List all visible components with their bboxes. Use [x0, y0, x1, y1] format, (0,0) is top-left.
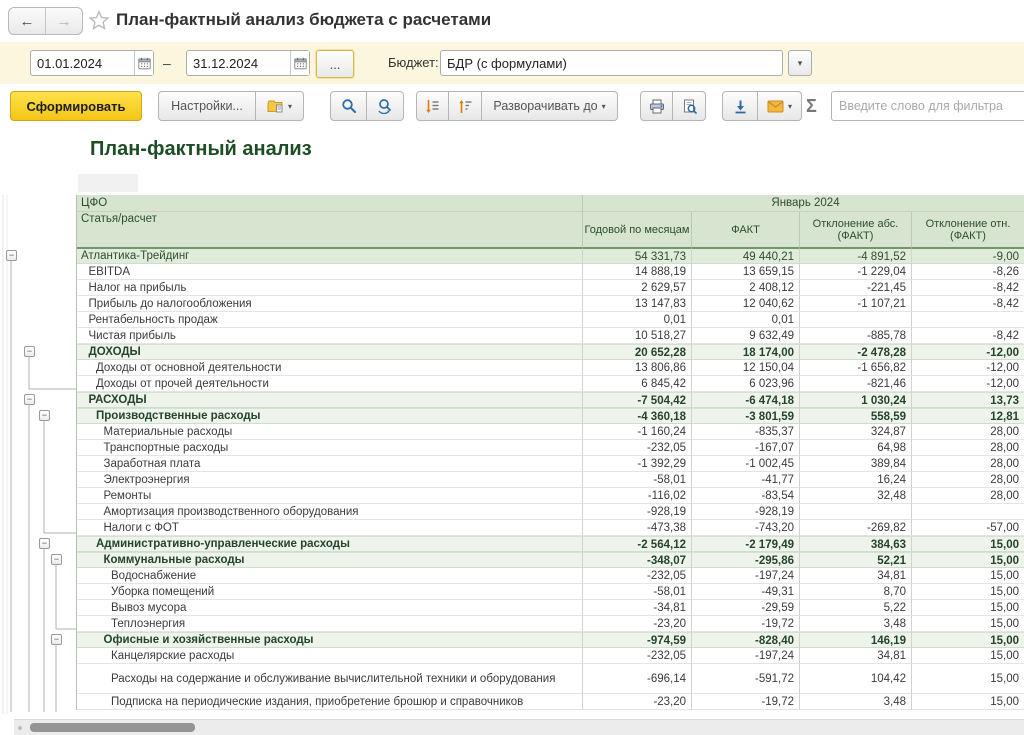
- print-group: [640, 91, 706, 121]
- budget-input[interactable]: [441, 51, 782, 75]
- cell-value[interactable]: -23,20: [583, 616, 692, 632]
- filter-band: [0, 42, 1024, 84]
- table-row: [77, 328, 1024, 344]
- cell-value[interactable]: -12,00: [912, 376, 1024, 392]
- cell-value[interactable]: -8,42: [912, 328, 1024, 344]
- expand-groups-button[interactable]: [449, 91, 482, 121]
- cell-value[interactable]: 389,84: [800, 456, 912, 472]
- cell-value[interactable]: 10 518,27: [583, 328, 692, 344]
- cell-value[interactable]: -197,24: [692, 568, 800, 584]
- cell-value[interactable]: -58,01: [583, 472, 692, 488]
- table-row: [77, 472, 1024, 488]
- cell-value[interactable]: 3,48: [800, 694, 912, 710]
- row-label[interactable]: Транспортные расходы: [77, 440, 583, 456]
- date-from-input[interactable]: [31, 51, 134, 75]
- cell-value[interactable]: -2 179,49: [692, 536, 800, 552]
- cell-value[interactable]: 6 023,96: [692, 376, 800, 392]
- cell-value[interactable]: -116,02: [583, 488, 692, 504]
- cell-value[interactable]: -2 478,28: [800, 344, 912, 360]
- cell-value[interactable]: -49,31: [692, 584, 800, 600]
- cell-value[interactable]: -696,14: [583, 664, 692, 694]
- favorite-star-icon[interactable]: [88, 9, 110, 36]
- envelope-icon: [767, 100, 784, 113]
- settings-group: [158, 91, 304, 121]
- row-label[interactable]: Чистая прибыль: [77, 328, 583, 344]
- header-row-columns: [77, 212, 1024, 248]
- scrollbar-thumb[interactable]: [30, 723, 195, 732]
- cell-value[interactable]: 34,81: [800, 568, 912, 584]
- period-more-button[interactable]: ...: [316, 50, 354, 78]
- cell-value[interactable]: 54 331,73: [583, 248, 692, 264]
- table-row: [77, 694, 1024, 710]
- cell-value[interactable]: -348,07: [583, 552, 692, 568]
- date-range-dash: –: [163, 55, 171, 71]
- collapse-levels-icon: [425, 99, 440, 114]
- row-label[interactable]: Доходы от основной деятельности: [77, 360, 583, 376]
- table-row: [77, 520, 1024, 536]
- table-row: [77, 296, 1024, 312]
- cell-value[interactable]: 5,22: [800, 600, 912, 616]
- search-repeat-icon: [377, 98, 394, 114]
- collapse-group-button[interactable]: −: [24, 394, 35, 405]
- cell-value[interactable]: -591,72: [692, 664, 800, 694]
- forward-button[interactable]: [45, 8, 82, 34]
- row-label[interactable]: Прибыль до налогообложения: [77, 296, 583, 312]
- cell-value[interactable]: -12,00: [912, 344, 1024, 360]
- cell-value[interactable]: -34,81: [583, 600, 692, 616]
- cell-value[interactable]: -2 564,12: [583, 536, 692, 552]
- cell-value[interactable]: -197,24: [692, 648, 800, 664]
- cell-value[interactable]: 13 806,86: [583, 360, 692, 376]
- row-label[interactable]: Налоги с ФОТ: [77, 520, 583, 536]
- cell-value[interactable]: -928,19: [692, 504, 800, 520]
- collapse-group-button[interactable]: −: [51, 554, 62, 565]
- expand-to-button[interactable]: [482, 91, 618, 121]
- cell-value[interactable]: 2 408,12: [692, 280, 800, 296]
- row-label[interactable]: Производственные расходы: [77, 408, 583, 424]
- search-icon: [341, 98, 357, 114]
- generate-button[interactable]: Сформировать: [10, 91, 142, 121]
- cell-value[interactable]: -473,38: [583, 520, 692, 536]
- cell-value[interactable]: 13,73: [912, 392, 1024, 408]
- cell-value[interactable]: 52,21: [800, 552, 912, 568]
- table-row: [77, 552, 1024, 568]
- cell-value[interactable]: 9 632,49: [692, 328, 800, 344]
- collapse-group-button[interactable]: −: [6, 250, 17, 261]
- report-grid: [76, 195, 1024, 710]
- date-to-input[interactable]: [187, 51, 290, 75]
- column-header[interactable]: Годовой по месяцам: [583, 212, 692, 248]
- cell-value[interactable]: -232,05: [583, 440, 692, 456]
- row-label[interactable]: Коммунальные расходы: [77, 552, 583, 568]
- table-row: [77, 248, 1024, 264]
- print-button[interactable]: [640, 91, 673, 121]
- cell-value[interactable]: -7 504,42: [583, 392, 692, 408]
- cell-value[interactable]: -743,20: [692, 520, 800, 536]
- cell-value[interactable]: -1 002,45: [692, 456, 800, 472]
- table-row: [77, 504, 1024, 520]
- horizontal-scrollbar[interactable]: [14, 719, 1024, 735]
- save-file-button[interactable]: [722, 91, 758, 121]
- row-label[interactable]: EBITDA: [77, 264, 583, 280]
- cell-value[interactable]: 28,00: [912, 472, 1024, 488]
- cell-value[interactable]: 15,00: [912, 648, 1024, 664]
- cell-value[interactable]: -974,59: [583, 632, 692, 648]
- cell-value[interactable]: -1 656,82: [800, 360, 912, 376]
- report-title: План-фактный анализ: [90, 138, 312, 160]
- cell-value[interactable]: 558,59: [800, 408, 912, 424]
- send-mail-button[interactable]: [758, 91, 802, 121]
- cell-value[interactable]: -58,01: [583, 584, 692, 600]
- cfo-header-cell[interactable]: ЦФО: [77, 195, 583, 212]
- collapse-group-button[interactable]: −: [24, 346, 35, 357]
- table-row: [77, 344, 1024, 360]
- cell-value[interactable]: -3 801,59: [692, 408, 800, 424]
- cell-value[interactable]: -12,00: [912, 360, 1024, 376]
- expand-levels-icon: [458, 99, 473, 114]
- cell-value[interactable]: -8,42: [912, 296, 1024, 312]
- calendar-icon[interactable]: [290, 51, 309, 75]
- cell-value[interactable]: -885,78: [800, 328, 912, 344]
- cell-value[interactable]: 324,87: [800, 424, 912, 440]
- table-row: [77, 600, 1024, 616]
- table-row: [77, 392, 1024, 408]
- row-label[interactable]: Амортизация производственного оборудования: [77, 504, 583, 520]
- cell-value[interactable]: 18 174,00: [692, 344, 800, 360]
- cell-value[interactable]: -1 392,29: [583, 456, 692, 472]
- forward-arrow-icon: →: [56, 12, 72, 30]
- table-row: [77, 616, 1024, 632]
- cell-value[interactable]: -57,00: [912, 520, 1024, 536]
- cell-value[interactable]: -269,82: [800, 520, 912, 536]
- collapse-group-button[interactable]: −: [39, 410, 50, 421]
- cell-value[interactable]: 146,19: [800, 632, 912, 648]
- item-header-cell[interactable]: Статья/расчет: [77, 212, 583, 248]
- row-label[interactable]: Расходы на содержание и обслуживание вычислительной техники и оборудования: [77, 664, 583, 694]
- cell-value[interactable]: -4 360,18: [583, 408, 692, 424]
- cell-value[interactable]: -928,19: [583, 504, 692, 520]
- table-row: [77, 424, 1024, 440]
- row-label[interactable]: Канцелярские расходы: [77, 648, 583, 664]
- cell-value[interactable]: -19,72: [692, 616, 800, 632]
- table-row: [77, 488, 1024, 504]
- cell-value[interactable]: 15,00: [912, 632, 1024, 648]
- row-label[interactable]: Ремонты: [77, 488, 583, 504]
- table-row: [77, 280, 1024, 296]
- cell-value[interactable]: 15,00: [912, 664, 1024, 694]
- cell-value[interactable]: -8,42: [912, 280, 1024, 296]
- cell-value[interactable]: -221,45: [800, 280, 912, 296]
- sum-sigma-icon[interactable]: Σ: [806, 96, 817, 116]
- cell-value[interactable]: -232,05: [583, 648, 692, 664]
- cell-value[interactable]: 15,00: [912, 694, 1024, 710]
- row-label[interactable]: ДОХОДЫ: [77, 344, 583, 360]
- folder-report-icon: [267, 99, 284, 114]
- cell-value[interactable]: 15,00: [912, 568, 1024, 584]
- cell-value[interactable]: 28,00: [912, 424, 1024, 440]
- chevron-down-icon: ▾: [287, 101, 292, 111]
- scrollbar-dot: [18, 726, 22, 730]
- cell-value[interactable]: 13 659,15: [692, 264, 800, 280]
- table-body: [77, 248, 1024, 710]
- cell-value[interactable]: 0,01: [692, 312, 800, 328]
- cell-value[interactable]: 13 147,83: [583, 296, 692, 312]
- preview-button[interactable]: [673, 91, 706, 121]
- selected-cell[interactable]: [78, 174, 138, 192]
- top-bar: [0, 0, 1024, 42]
- chevron-down-icon: ▾: [797, 57, 803, 68]
- header-row-cfo: [77, 195, 1024, 212]
- search-button[interactable]: [330, 91, 367, 121]
- nav-history-group: [8, 7, 83, 35]
- cell-value[interactable]: -6 474,18: [692, 392, 800, 408]
- report-area: [0, 128, 1024, 735]
- search-group: [330, 91, 404, 121]
- row-label[interactable]: Теплоэнергия: [77, 616, 583, 632]
- cell-value[interactable]: 14 888,19: [583, 264, 692, 280]
- cell-value[interactable]: 34,81: [800, 648, 912, 664]
- row-label[interactable]: Уборка помещений: [77, 584, 583, 600]
- cell-value[interactable]: -1 160,24: [583, 424, 692, 440]
- table-row: [77, 264, 1024, 280]
- row-label[interactable]: Водоснабжение: [77, 568, 583, 584]
- cell-value[interactable]: [800, 312, 912, 328]
- cell-value[interactable]: 28,00: [912, 440, 1024, 456]
- cell-value[interactable]: 15,00: [912, 584, 1024, 600]
- download-icon: [733, 99, 748, 114]
- print-preview-icon: [682, 99, 697, 114]
- cell-value[interactable]: -835,37: [692, 424, 800, 440]
- quick-filter-input[interactable]: [831, 91, 1024, 121]
- cell-value[interactable]: 104,42: [800, 664, 912, 694]
- expand-group: [416, 91, 618, 121]
- cell-value[interactable]: -4 891,52: [800, 248, 912, 264]
- budget-field[interactable]: [440, 50, 783, 76]
- report-variants-button[interactable]: [256, 91, 304, 121]
- cell-value[interactable]: [912, 312, 1024, 328]
- cell-value[interactable]: 28,00: [912, 488, 1024, 504]
- cell-value[interactable]: 15,00: [912, 616, 1024, 632]
- table-row: [77, 584, 1024, 600]
- printer-icon: [649, 99, 665, 114]
- row-label[interactable]: Вывоз мусора: [77, 600, 583, 616]
- budget-dropdown-button[interactable]: [788, 50, 812, 76]
- table-row: [77, 408, 1024, 424]
- cell-value[interactable]: 6 845,42: [583, 376, 692, 392]
- cell-value[interactable]: -1 229,04: [800, 264, 912, 280]
- collapse-group-button[interactable]: −: [39, 538, 50, 549]
- table-row: [77, 360, 1024, 376]
- share-group: [722, 91, 802, 121]
- back-button[interactable]: [9, 8, 45, 34]
- cell-value[interactable]: 49 440,21: [692, 248, 800, 264]
- cell-value[interactable]: 20 652,28: [583, 344, 692, 360]
- row-label[interactable]: Материальные расходы: [77, 424, 583, 440]
- table-row: [77, 648, 1024, 664]
- period-header-cell[interactable]: Январь 2024: [583, 195, 1024, 212]
- table-row: [77, 312, 1024, 328]
- row-label[interactable]: РАСХОДЫ: [77, 392, 583, 408]
- settings-button[interactable]: Настройки...: [158, 91, 256, 121]
- cell-value[interactable]: 384,63: [800, 536, 912, 552]
- cell-value[interactable]: -232,05: [583, 568, 692, 584]
- chevron-down-icon: ▾: [787, 101, 792, 111]
- row-label[interactable]: Заработная плата: [77, 456, 583, 472]
- back-arrow-icon: ←: [19, 12, 35, 30]
- cell-value[interactable]: 12 150,04: [692, 360, 800, 376]
- table-row: [77, 456, 1024, 472]
- cell-value[interactable]: 64,98: [800, 440, 912, 456]
- report-toolbar: [0, 84, 1024, 129]
- budget-label: Бюджет:: [388, 55, 439, 70]
- collapse-groups-button[interactable]: [416, 91, 449, 121]
- cell-value[interactable]: -828,40: [692, 632, 800, 648]
- cell-value[interactable]: 15,00: [912, 536, 1024, 552]
- row-label[interactable]: Доходы от прочей деятельности: [77, 376, 583, 392]
- cell-value[interactable]: [912, 504, 1024, 520]
- cell-value[interactable]: 12 040,62: [692, 296, 800, 312]
- row-label[interactable]: Налог на прибыль: [77, 280, 583, 296]
- column-header[interactable]: Отклонение отн. (ФАКТ): [912, 212, 1024, 248]
- cell-value[interactable]: 3,48: [800, 616, 912, 632]
- cell-value[interactable]: -83,54: [692, 488, 800, 504]
- cell-value[interactable]: -821,46: [800, 376, 912, 392]
- column-header[interactable]: Отклонение абс. (ФАКТ): [800, 212, 912, 248]
- cell-value[interactable]: 15,00: [912, 600, 1024, 616]
- row-label[interactable]: Административно-управленческие расходы: [77, 536, 583, 552]
- date-to-field[interactable]: [186, 50, 310, 76]
- cell-value[interactable]: 8,70: [800, 584, 912, 600]
- collapse-group-button[interactable]: −: [51, 634, 62, 645]
- table-row: [77, 632, 1024, 648]
- column-header[interactable]: ФАКТ: [692, 212, 800, 248]
- table-row: [77, 568, 1024, 584]
- cell-value[interactable]: 12,81: [912, 408, 1024, 424]
- cell-value[interactable]: -41,77: [692, 472, 800, 488]
- table-row: [77, 376, 1024, 392]
- chevron-down-icon: ▾: [601, 101, 606, 111]
- row-label[interactable]: Подписка на периодические издания, приобретение брошюр и справочников: [77, 694, 583, 710]
- search-next-button[interactable]: [367, 91, 404, 121]
- cell-value[interactable]: 2 629,57: [583, 280, 692, 296]
- group-tree-lines: [0, 128, 76, 735]
- table-row: [77, 440, 1024, 456]
- cell-value[interactable]: 32,48: [800, 488, 912, 504]
- row-label[interactable]: Офисные и хозяйственные расходы: [77, 632, 583, 648]
- cell-value[interactable]: -8,26: [912, 264, 1024, 280]
- calendar-icon[interactable]: [134, 51, 153, 75]
- table-row: [77, 536, 1024, 552]
- cell-value[interactable]: 15,00: [912, 552, 1024, 568]
- date-from-field[interactable]: [30, 50, 154, 76]
- cell-value[interactable]: -29,59: [692, 600, 800, 616]
- cell-value[interactable]: 0,01: [583, 312, 692, 328]
- row-label[interactable]: Атлантика-Трейдинг: [77, 248, 583, 264]
- cell-value[interactable]: [800, 504, 912, 520]
- cell-value[interactable]: -1 107,21: [800, 296, 912, 312]
- cell-value[interactable]: 16,24: [800, 472, 912, 488]
- cell-value[interactable]: 1 030,24: [800, 392, 912, 408]
- expand-to-label: Разворачивать до: [493, 99, 598, 113]
- cell-value[interactable]: -295,86: [692, 552, 800, 568]
- cell-value[interactable]: -19,72: [692, 694, 800, 710]
- cell-value[interactable]: -23,20: [583, 694, 692, 710]
- table-row: [77, 664, 1024, 694]
- row-label[interactable]: Электроэнергия: [77, 472, 583, 488]
- cell-value[interactable]: -9,00: [912, 248, 1024, 264]
- cell-value[interactable]: 28,00: [912, 456, 1024, 472]
- cell-value[interactable]: -167,07: [692, 440, 800, 456]
- row-label[interactable]: Рентабельность продаж: [77, 312, 583, 328]
- page-title: План-фактный анализ бюджета с расчетами: [116, 10, 492, 29]
